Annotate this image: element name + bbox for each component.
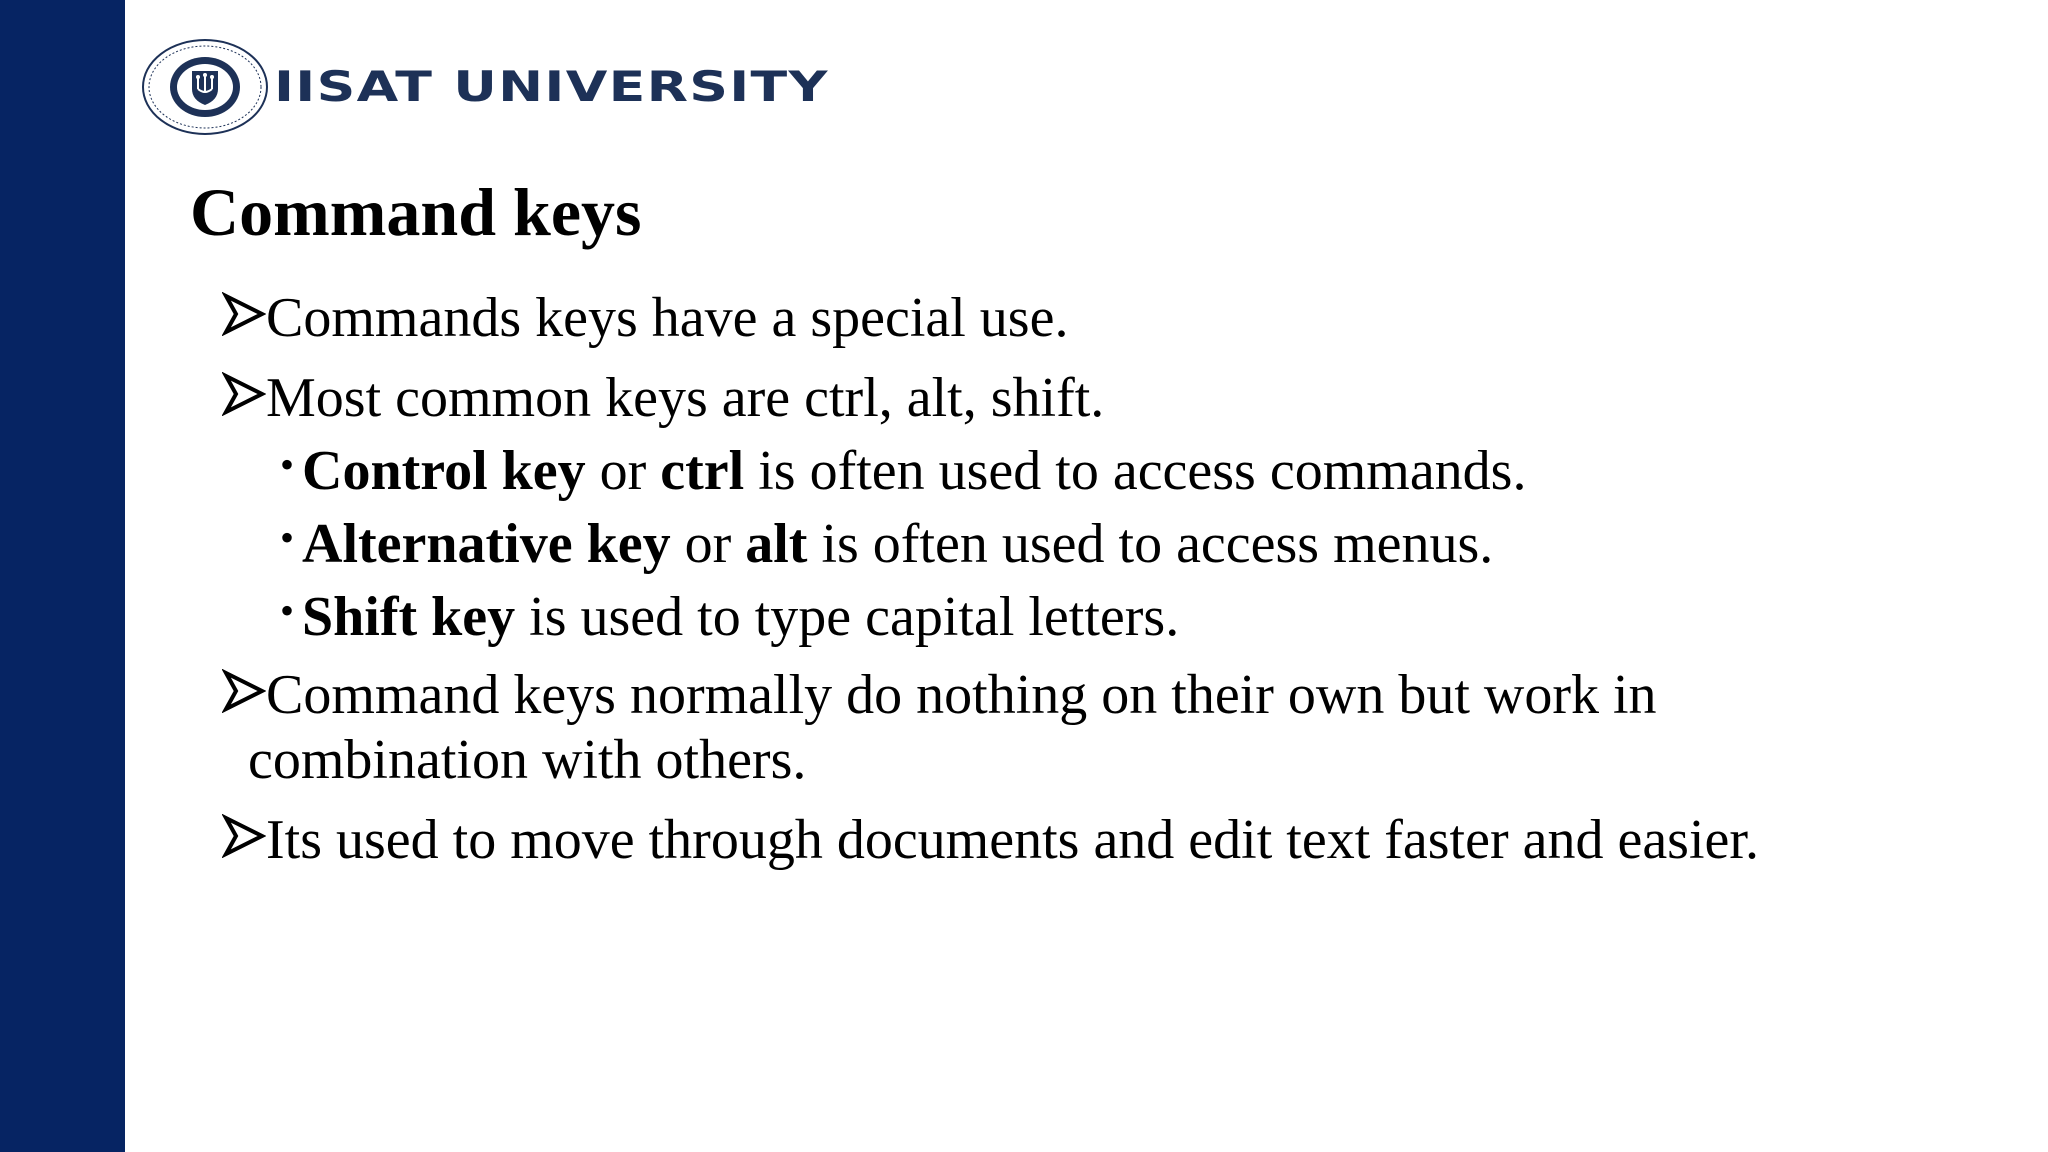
arrow-bullet-icon xyxy=(222,292,266,336)
bullet-text: Its used to move through documents and edit text faster and easier. xyxy=(266,809,1759,871)
list-item xyxy=(222,664,1657,726)
university-seal-icon xyxy=(140,37,270,137)
dot-bullet-icon: • xyxy=(280,588,295,633)
bold-term: alt xyxy=(745,513,808,575)
bold-term: Shift key xyxy=(302,586,516,648)
bullet-text: is often used to access menus. xyxy=(807,513,1494,575)
dot-bullet-icon: • xyxy=(280,442,295,487)
connector-text: or xyxy=(585,440,661,502)
connector-text: or xyxy=(670,513,746,575)
arrow-bullet-icon xyxy=(222,814,266,858)
bullet-text: Most common keys are ctrl, alt, shift. xyxy=(266,367,1105,429)
sidebar-band xyxy=(0,0,125,1152)
slide-title: Command keys xyxy=(190,174,642,250)
list-item xyxy=(222,287,1069,349)
bullet-text: is used to type capital letters. xyxy=(515,586,1180,648)
bold-term: ctrl xyxy=(660,440,745,502)
sub-list-item xyxy=(280,513,1494,575)
university-logo xyxy=(140,37,829,137)
sub-list-item xyxy=(280,586,1180,648)
bold-term: Alternative key xyxy=(302,513,671,575)
bullet-text: is often used to access commands. xyxy=(744,440,1527,502)
arrow-bullet-icon xyxy=(222,372,266,416)
bullet-text: Commands keys have a special use. xyxy=(266,287,1069,349)
list-item-continuation xyxy=(248,729,807,791)
list-item xyxy=(222,809,1759,871)
bullet-text: Command keys normally do nothing on their own but work in xyxy=(266,664,1657,726)
list-item xyxy=(222,367,1105,429)
university-name: IISAT UNIVERSITY xyxy=(274,62,829,111)
arrow-bullet-icon xyxy=(222,669,266,713)
sub-list-item xyxy=(280,440,1527,502)
dot-bullet-icon: • xyxy=(280,515,295,560)
bold-term: Control key xyxy=(302,440,586,502)
bullet-text: combination with others. xyxy=(248,729,807,791)
